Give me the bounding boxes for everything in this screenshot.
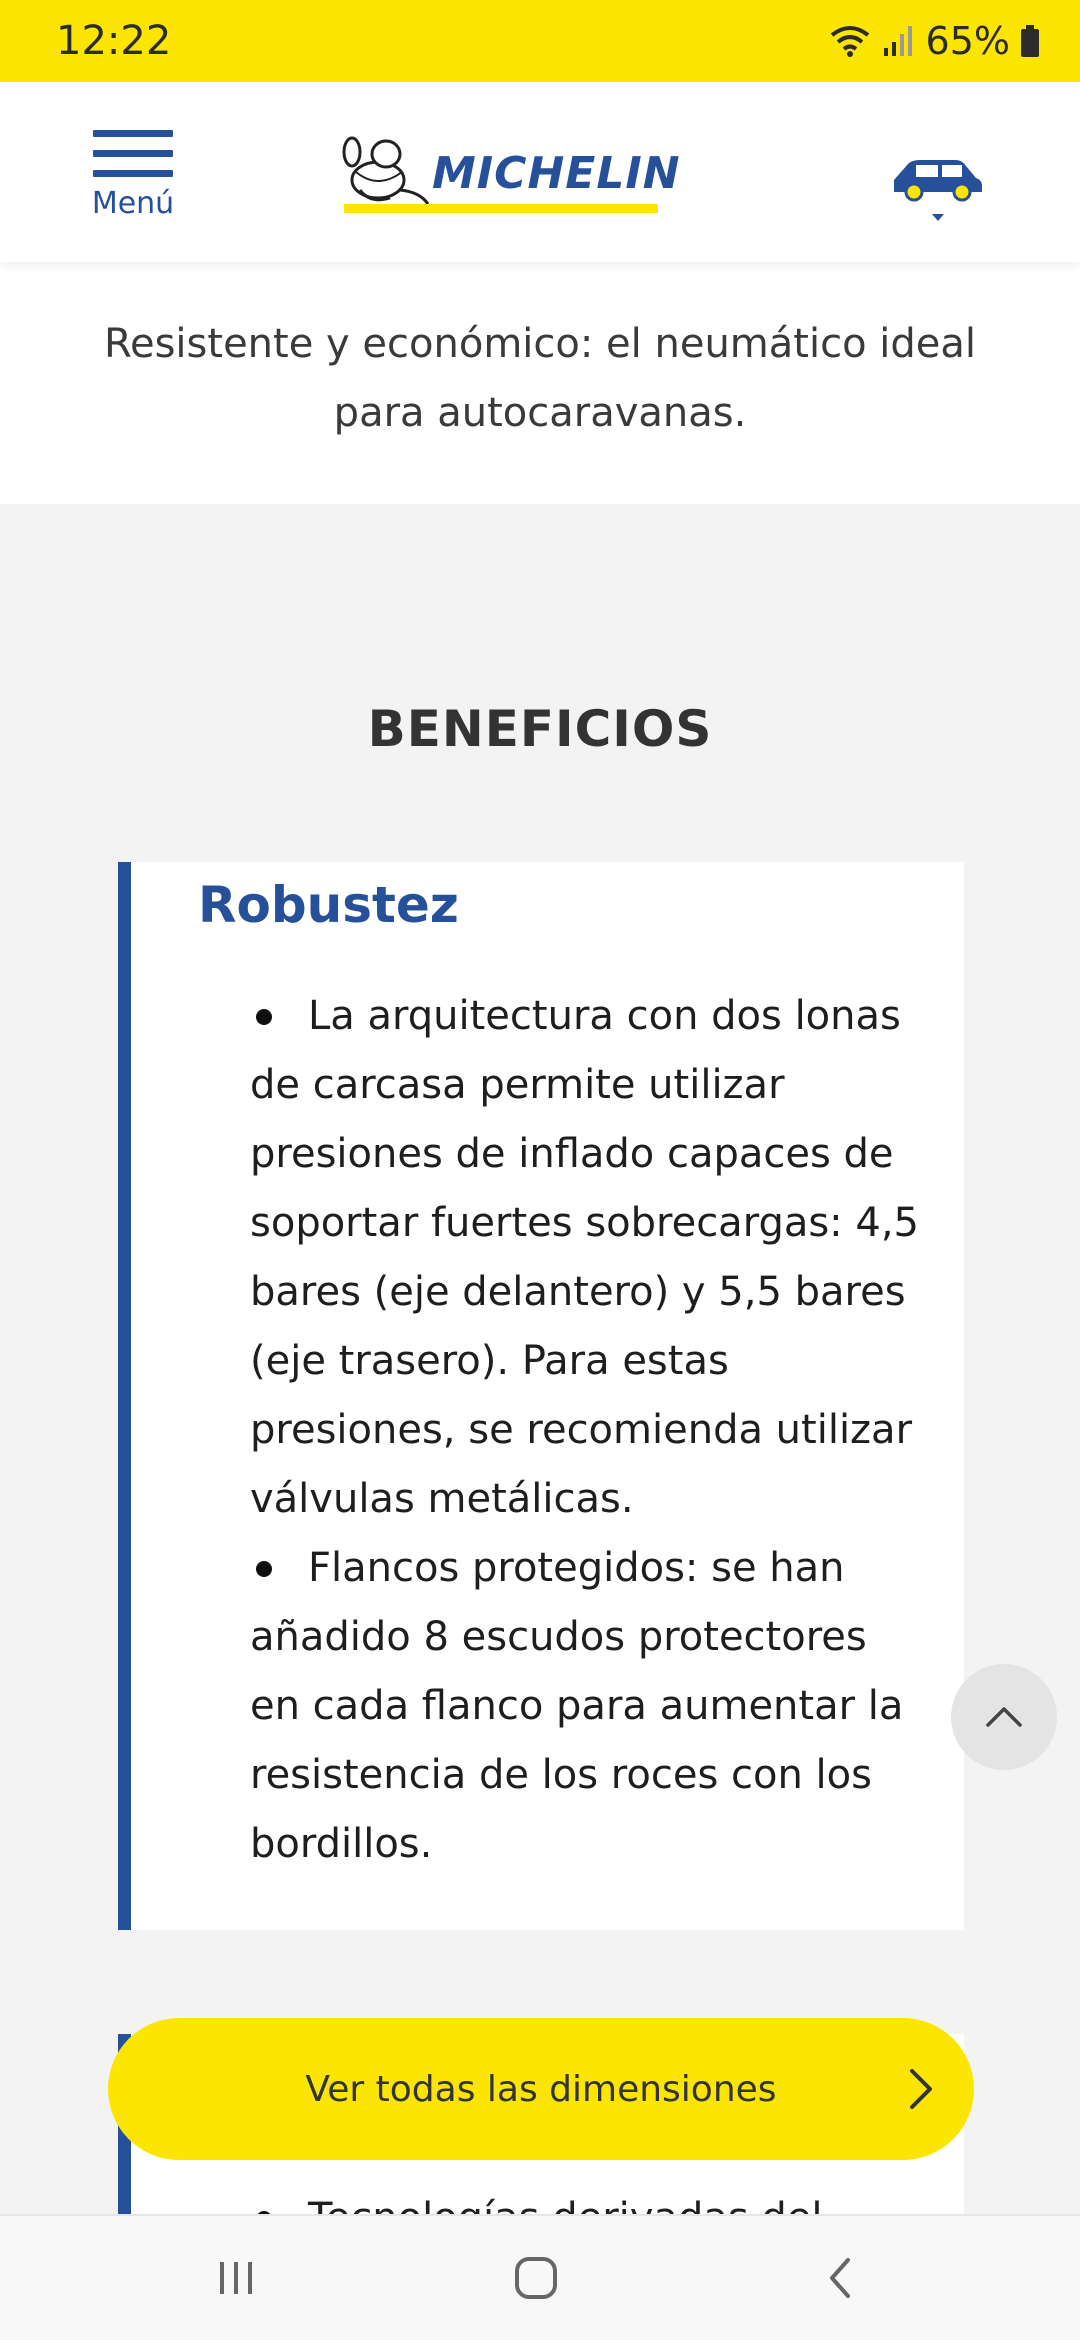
benefits-title: BENEFICIOS	[367, 700, 713, 758]
cta-label: Ver todas las dimensiones	[305, 2068, 777, 2110]
signal-icon	[882, 24, 916, 58]
view-all-dimensions-button[interactable]	[108, 2018, 974, 2160]
bullet-icon	[256, 1009, 272, 1025]
vehicle-selector-button[interactable]	[888, 148, 988, 228]
site-header	[0, 82, 1080, 262]
menu-button[interactable]	[88, 130, 178, 230]
benefit-card	[118, 862, 964, 1930]
benefit-card-title: Robustez	[198, 876, 459, 934]
back-button[interactable]	[800, 2246, 880, 2310]
recent-apps-icon	[214, 2256, 258, 2300]
intro-section	[0, 262, 1080, 504]
menu-label: Menú	[91, 186, 175, 221]
car-icon	[888, 148, 988, 228]
status-icons	[828, 19, 1040, 63]
chevron-right-icon	[906, 2065, 936, 2113]
status-bar	[0, 0, 1080, 82]
hamburger-icon	[93, 130, 173, 137]
recent-apps-button[interactable]	[196, 2246, 276, 2310]
chevron-down-icon	[932, 214, 944, 221]
back-icon	[820, 2254, 860, 2302]
battery-percentage: 65%	[925, 19, 1010, 63]
logo-wordmark: MICHELIN	[432, 148, 681, 199]
list-item-text: Flancos protegidos: se han añadido 8 escudos protectores en cada flanco para aumentar la resistencia de los roces con los bordillos.	[250, 1545, 904, 1867]
home-icon	[512, 2254, 560, 2302]
hamburger-line	[93, 150, 173, 157]
list-item	[131, 1534, 977, 1879]
home-button[interactable]	[496, 2246, 576, 2310]
status-time: 12:22	[56, 18, 172, 64]
list-item	[131, 982, 977, 1534]
list-item-text: La arquitectura con dos lonas de carcasa permite utilizar presiones de inflado capaces de soportar fuertes sobrecargas: 4,5 bares (eje delantero) y 5,5 bares (eje trasero). Para estas presiones, se recomienda utilizar válvulas metálicas.	[250, 993, 919, 1522]
system-navigation-bar	[0, 2214, 1080, 2340]
michelin-logo[interactable]	[330, 132, 730, 222]
wifi-icon	[828, 23, 872, 59]
intro-tagline: Resistente y económico: el neumático ideal para autocaravanas.	[103, 321, 976, 436]
benefit-list	[131, 982, 977, 1879]
bullet-icon	[256, 1561, 272, 1577]
chevron-up-icon	[984, 1705, 1024, 1729]
battery-icon	[1020, 24, 1040, 58]
hamburger-line	[93, 170, 173, 177]
scroll-to-top-button[interactable]	[951, 1664, 1057, 1770]
logo-underline	[344, 204, 658, 213]
